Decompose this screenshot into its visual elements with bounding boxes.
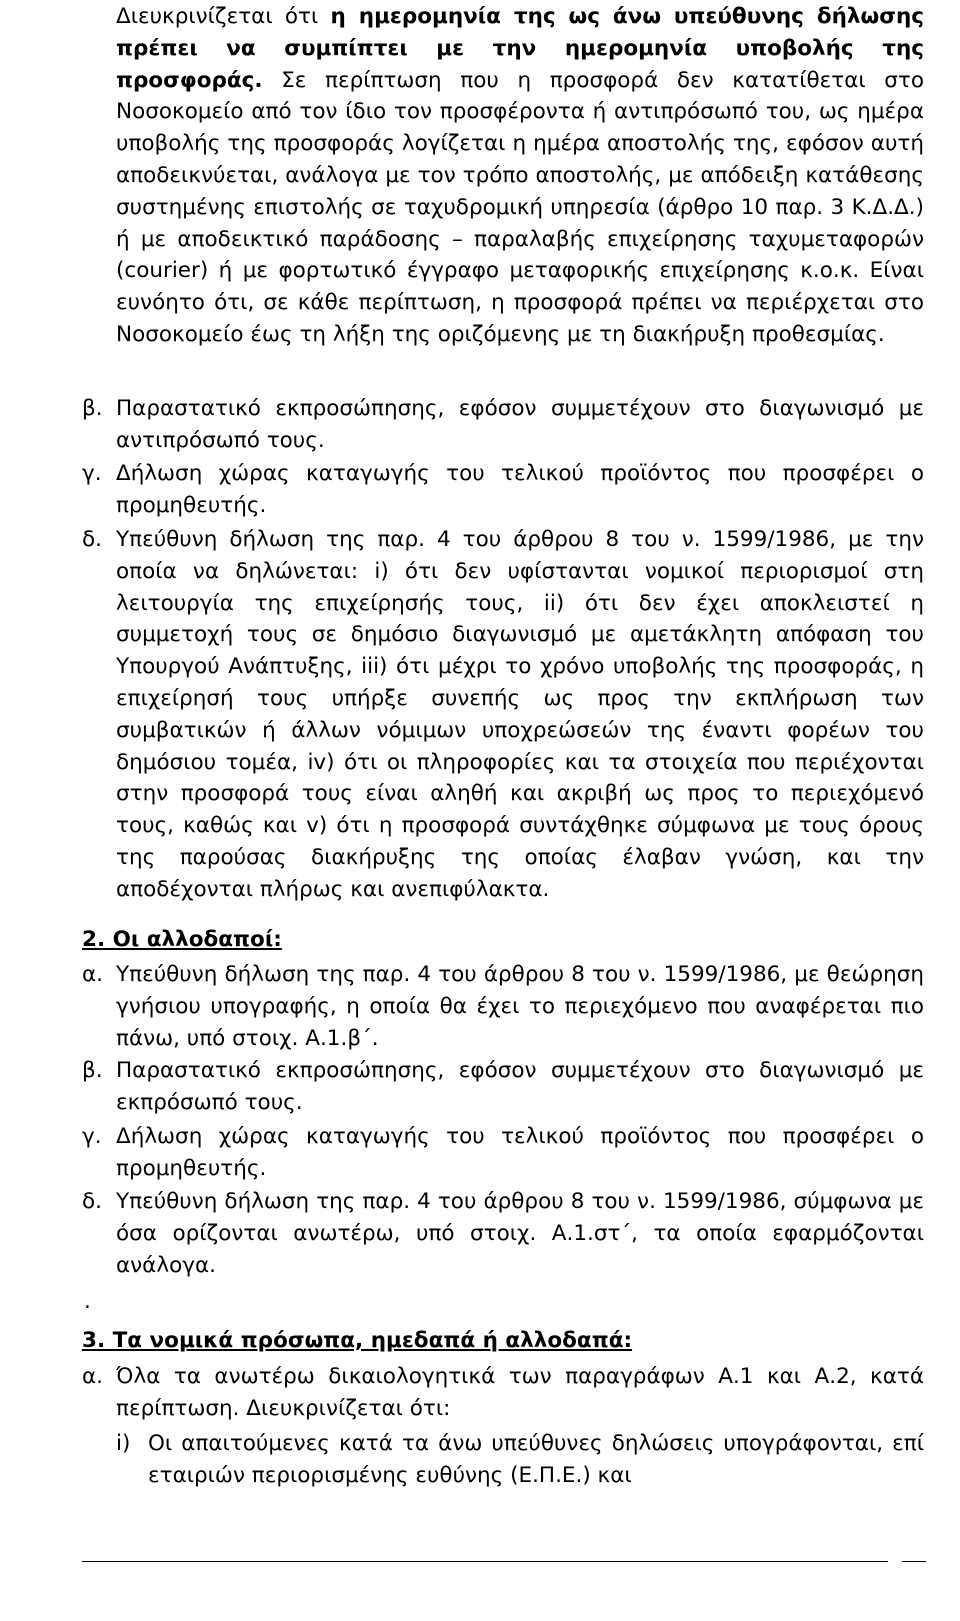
section-heading: 2. Οι αλλοδαποί: xyxy=(82,927,282,952)
list-item-label: γ. xyxy=(82,461,102,486)
list-item: Υπεύθυνη δήλωση της παρ. 4 του άρθρου 8 του ν. 1599/1986, σύμφωνα με όσα ορίζονται ανωτέρω, υπό στοιχ. Α.1.στ΄, τα οποία εφαρμόζονται ανάλογα. xyxy=(116,1189,924,1278)
list-item: Δήλωση χώρας καταγωγής του τελικού προϊόντος που προσφέρει ο προμηθευτής. xyxy=(116,1124,924,1181)
list-item-label: α. xyxy=(82,962,104,987)
list-item: Υπεύθυνη δήλωση της παρ. 4 του άρθρου 8 του ν. 1599/1986, με θεώρηση γνήσιου υπογραφής, η οποία θα έχει το περιεχόμενο που αναφέρεται πιο πάνω, υπό στοιχ. Α.1.β΄. xyxy=(116,962,924,1051)
list-item-label: δ. xyxy=(82,527,102,552)
list-item: Δήλωση χώρας καταγωγής του τελικού προϊόντος που προσφέρει ο προμηθευτής. xyxy=(116,461,924,518)
intro-bold-text: η ημερομηνία της ως άνω υπεύθυνης δήλωσης πρέπει να συμπίπτει με την ημερομηνία υποβολής της προσφοράς. xyxy=(116,4,924,93)
list-item-label: β. xyxy=(82,1058,103,1083)
list-item: Όλα τα ανωτέρω δικαιολογητικά των παραγράφων Α.1 και Α.2, κατά περίπτωση. Διευκρινίζεται ότι: xyxy=(116,1364,924,1421)
sub-list-item: Οι απαιτούμενες κατά τα άνω υπεύθυνες δηλώσεις υπογράφονται, επί εταιριών περιορισμένης ευθύνης (Ε.Π.Ε.) και xyxy=(148,1431,924,1488)
section-heading: 3. Τα νομικά πρόσωπα, ημεδαπά ή αλλοδαπά: xyxy=(82,1328,633,1353)
list-item-label: α. xyxy=(82,1364,104,1389)
list-item: Παραστατικό εκπροσώπησης, εφόσον συμμετέχουν στο διαγωνισμό με αντιπρόσωπό τους. xyxy=(116,396,924,453)
footer-rule-short xyxy=(902,1561,926,1562)
list-item-label: δ. xyxy=(82,1189,102,1214)
intro-lead-text: Διευκρινίζεται ότι xyxy=(116,4,331,29)
list-item: Παραστατικό εκπροσώπησης, εφόσον συμμετέχουν στο διαγωνισμό με εκπρόσωπό τους. xyxy=(116,1058,924,1115)
intro-paragraph xyxy=(116,1,924,351)
sub-item-label: i) xyxy=(116,1431,131,1456)
list-item-label: γ. xyxy=(82,1124,102,1149)
list-item-label: β. xyxy=(82,396,103,421)
intro-rest-text: Σε περίπτωση που η προσφορά δεν κατατίθεται στο Νοσοκομείο από τον ίδιο τον προσφέροντα ή αντιπρόσωπό του, ως ημέρα υποβολής της προσφοράς λογίζεται η ημέρα αποστολής της, εφόσον αυτή αποδεικνύεται, ανάλογα με τον τρόπο αποστολής, με απόδειξη κατάθεσης συστημένης επιστολής σε ταχυδρομική υπηρεσία (άρθρο 10 παρ. 3 Κ.Δ.Δ.) ή με αποδεικτικό παράδοσης – παραλαβής επιχείρησης ταχυμεταφορών (courier) ή με φορτωτικό έγγραφο μεταφορικής επιχείρησης κ.ο.κ. Είναι ευνόητο ότι, σε κάθε περίπτωση, η προσφορά πρέπει να περιέρχεται στο Νοσοκομείο έως τη λήξη της οριζόμενης με τη διακήρυξη προθεσμίας. xyxy=(116,67,924,347)
footer-rule xyxy=(82,1561,888,1562)
list-item: Υπεύθυνη δήλωση της παρ. 4 του άρθρου 8 του ν. 1599/1986, με την οποία να δηλώνεται: i) ότι δεν υφίστανται νομικοί περιορισμοί στη λειτουργία της επιχείρησής τους, ii) ότι δεν έχει αποκλειστεί η συμμετοχή τους σε δημόσιο διαγωνισμό με αμετάκλητη απόφαση του Υπουργού Ανάπτυξης, iii) ότι μέχρι το χρόνο υποβολής της προσφοράς, η επιχείρησή τους υπήρξε συνεπής ως προς την εκπλήρωση των συμβατικών ή άλλων νόμιμων υποχρεώσεών της έναντι φορέων του δημόσιου τομέα, iv) ότι οι πληροφορίες και τα στοιχεία που περιέχονται στην προσφορά τους είναι αληθή και ακριβή ως προς το περιεχόμενό τους, καθώς και v) ότι η προσφορά συντάχθηκε σύμφωνα με τους όρους της παρούσας διακήρυξης της οποίας έλαβαν γνώση, και την αποδέχονται πλήρως και ανεπιφύλακτα. xyxy=(116,527,924,902)
stray-dot: . xyxy=(84,1289,91,1314)
